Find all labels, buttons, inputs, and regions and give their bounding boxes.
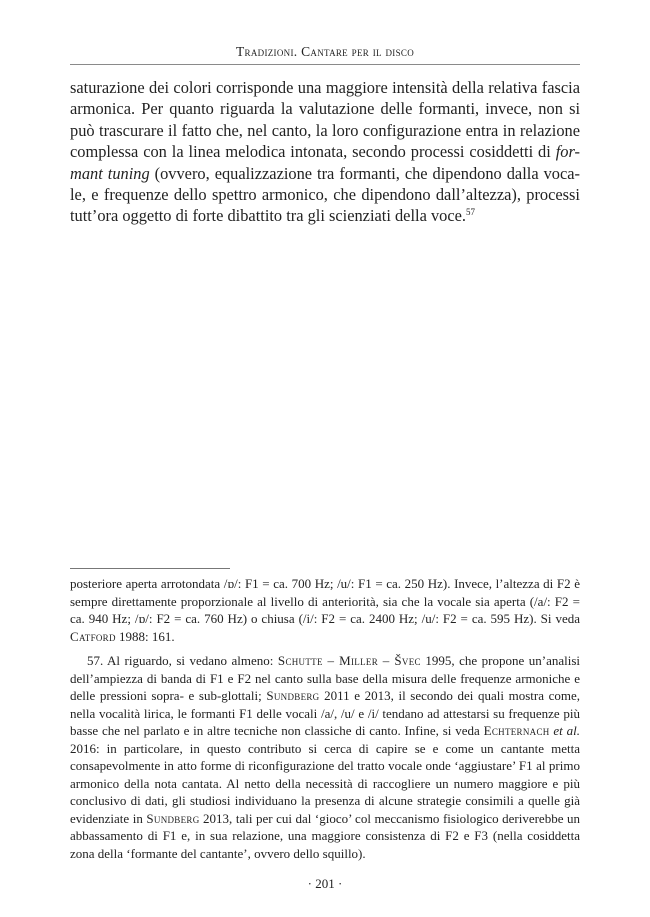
body-line: può trascurare il fatto che, nel canto, la loro configurazione entra in relazione bbox=[70, 120, 580, 140]
running-head: Tradizioni. Cantare per il disco bbox=[236, 44, 414, 59]
footnote-italic: et al. bbox=[549, 723, 581, 738]
footnote-text: posteriore aperta arrotondata /ɒ/: F1 = ca. 700 Hz; /u/: F1 = ca. 250 Hz). Invece, l’altezza di F2 è sempre direttamente proporzionale al livello di anteriorità, sia che la vocale sia aperta (/a/: F2 = ca. 940 Hz; /ɒ/: F2 = ca. 760 Hz) o chiusa (/i/: F2 = ca. 2400 Hz; /u/: F2 = ca. 595 Hz). Si veda bbox=[70, 576, 580, 626]
footnote-text: 2011 e 2013, il secondo dei quali mostra come, nella vocalità lirica, le formanti F1 delle vocali /a/, /u/ e /i/ tendano ad attestarsi su frequenze più basse che nel parlato e in altre tecniche non classiche di canto. Infine, si veda bbox=[70, 688, 580, 738]
citation: Sundberg bbox=[266, 688, 320, 703]
body-italic: mant tuning bbox=[70, 163, 150, 183]
footnote-text: 2013, tali per cui dal ‘gioco’ col meccanismo fisiologico deriverebbe un abbassamento di F1 e, in sua relazione, una maggiore consistenza di F2 e F3 (nella cosiddetta zona della ‘formante del cantante’, ovvero dello squillo). bbox=[70, 810, 580, 861]
footnote-text: Al riguardo, si vedano almeno: bbox=[103, 653, 278, 668]
citation: Catford bbox=[70, 628, 116, 644]
body-line: (ovvero, equalizzazione tra formanti, che dipendono dalla voca- bbox=[149, 163, 580, 183]
footnote-number: 57. bbox=[87, 653, 104, 668]
footnote-rule bbox=[70, 568, 230, 569]
body-line: saturazione dei colori corrisponde una maggiore intensità della relativa fascia bbox=[70, 78, 580, 97]
page-number: · 201 · bbox=[307, 876, 343, 891]
main-text bbox=[70, 77, 580, 227]
body-line: armonica. Per quanto riguarda la valutazione delle formanti, invece, non si bbox=[70, 99, 580, 119]
main-paragraph bbox=[70, 77, 580, 227]
footnote-continuation bbox=[70, 575, 580, 645]
body-line: le, e frequenze dello spettro armonico, che dipendono dall’altezza), processi bbox=[70, 185, 580, 205]
citation: Sundberg bbox=[146, 810, 200, 826]
footnote-57 bbox=[70, 652, 580, 862]
citation: Schutte – Miller – Švec bbox=[277, 653, 421, 668]
footnote-text: 2016: in particolare, in questo contributo si cerca di capire se e come un cantante metta consapevolmente in atto forme di riconfigurazione del tratto vocale onde ‘aggiustare’ F1 al primo armonico della nota cantata. Al netto della necessità di raccogliere un numero maggiore e più conclusivo di dati, gli studiosi individuano la presenza di alcune strategie consimili a quelle già evidenziate in bbox=[70, 740, 580, 826]
header-rule bbox=[70, 64, 580, 65]
footnote-reference[interactable]: 57 bbox=[465, 207, 475, 218]
body-italic: for- bbox=[555, 142, 580, 162]
body-line: complessa con la linea melodica intonata, secondo processi cosiddetti di bbox=[70, 142, 551, 162]
footnote-text: 1995, che propone un’analisi dell’ampiezza di banda di F1 e F2 nel canto sulla base della misura delle frequenze armoniche e delle pressioni sopra- e sub-glottali; bbox=[70, 653, 581, 703]
citation: Echternach bbox=[483, 723, 550, 738]
body-line: tutt’ora oggetto di forte dibattito tra gli scienziati della voce. bbox=[70, 206, 466, 226]
footnote-text: 1988: 161. bbox=[115, 628, 175, 644]
footnotes bbox=[70, 575, 580, 862]
